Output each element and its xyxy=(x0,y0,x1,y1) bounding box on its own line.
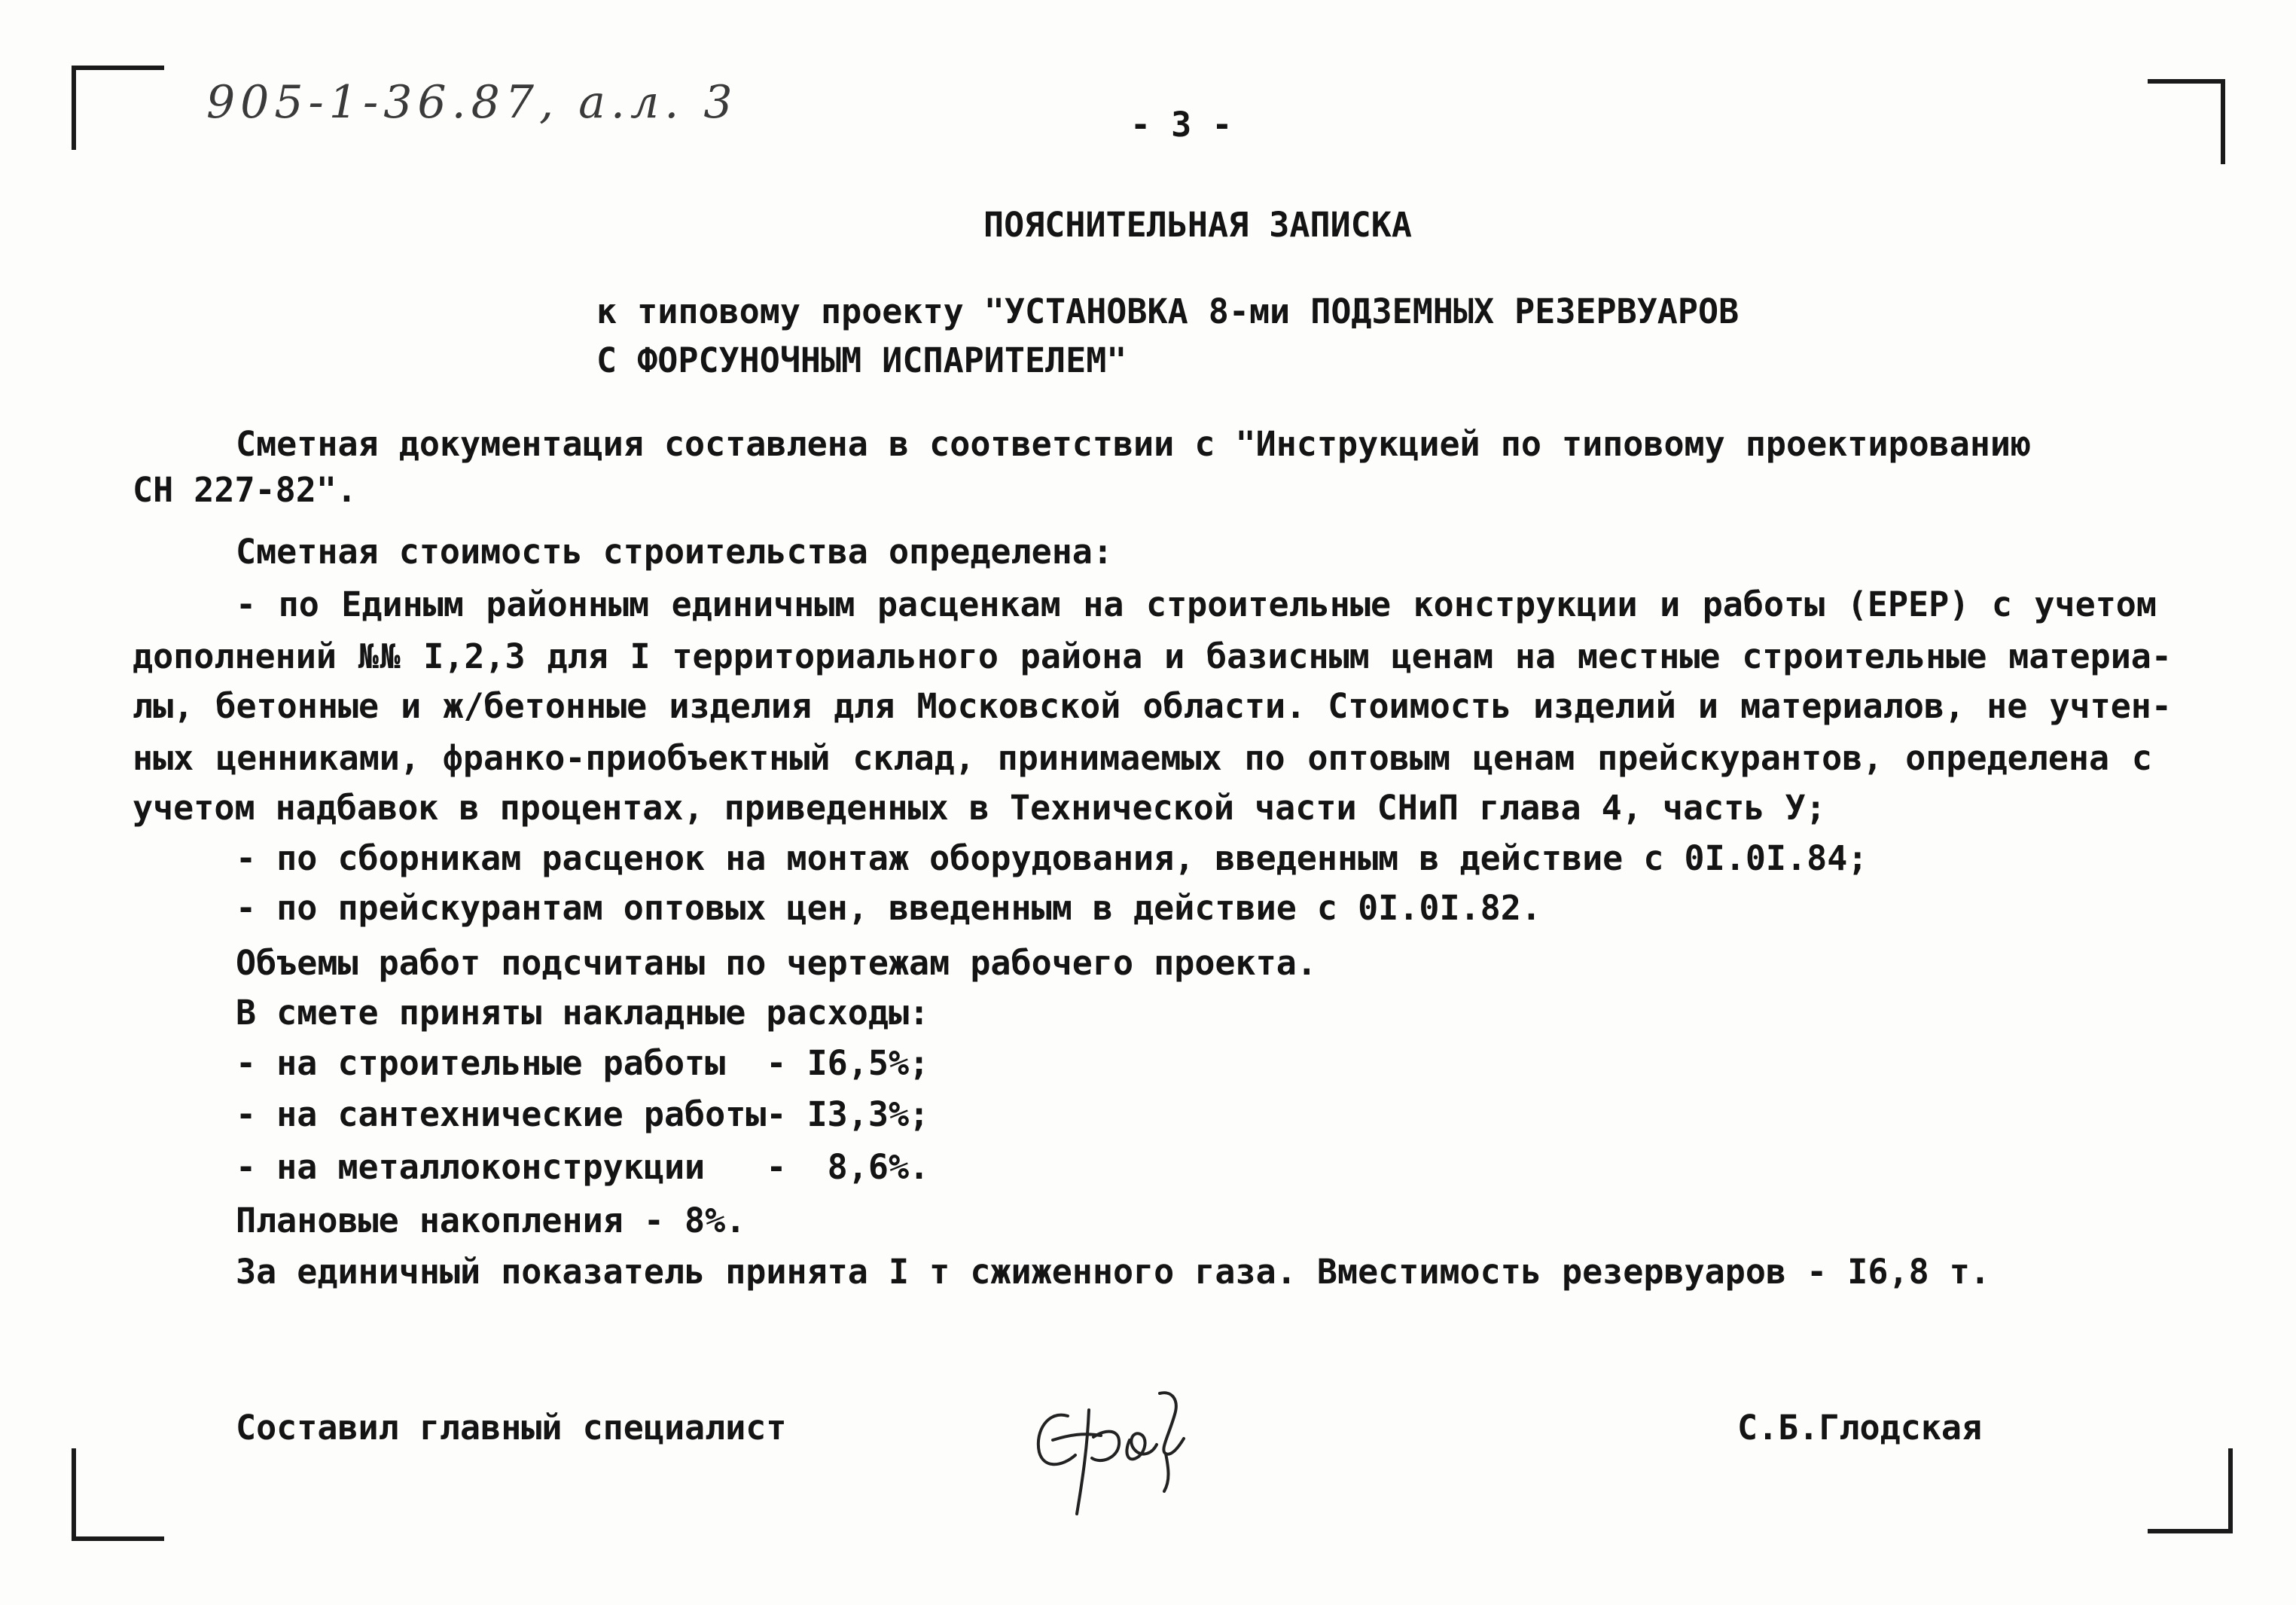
signer-role: Составил главный специалист xyxy=(236,1408,787,1448)
overhead-rate-line: - на сантехнические работы- I3,3%; xyxy=(236,1094,930,1134)
body-line: учетом надбавок в процентах, приведенных в Технической части СНиП глава 4, часть У; xyxy=(133,788,1826,828)
body-line: - по прейскурантам оптовых цен, введенным в действие с 0I.0I.82. xyxy=(236,888,1541,928)
corner-mark-bottom-right xyxy=(2150,1451,2230,1531)
body-line: Плановые накопления - 8%. xyxy=(236,1201,746,1240)
body-line: Сметная стоимость строительства определена: xyxy=(236,532,1113,572)
body-line: За единичный показатель принята I т сжиженного газа. Вместимость резервуаров - I6,8 т. xyxy=(236,1252,1990,1292)
corner-mark-top-right xyxy=(2150,81,2223,162)
corner-mark-bottom-left xyxy=(74,1451,162,1539)
body-line: лы, бетонные и ж/бетонные изделия для Московской области. Стоимость изделий и материалов, не учтен- xyxy=(133,686,2172,726)
body-line: Объемы работ подсчитаны по чертежам рабочего проекта. xyxy=(236,943,1317,983)
signature xyxy=(1038,1393,1184,1514)
overhead-rate-line: - на металлоконструкции - 8,6%. xyxy=(236,1147,930,1187)
subtitle-line: к типовому проекту "УСТАНОВКА 8-ми ПОДЗЕМНЫХ РЕЗЕРВУАРОВ xyxy=(596,291,1740,331)
overhead-rate-line: - на строительные работы - I6,5%; xyxy=(236,1043,930,1083)
body-line: - по сборникам расценок на монтаж оборудования, введенным в действие с 0I.0I.84; xyxy=(236,838,1868,878)
body-line: - по Единым районным единичным расценкам на строительные конструкции и работы (ЕРЕР) с учетом xyxy=(236,584,2157,624)
body-line: СН 227-82". xyxy=(133,470,358,510)
body-line: ных ценниками, франко-приобъектный склад, принимаемых по оптовым ценам прейскурантов, определена с xyxy=(133,738,2152,778)
body-line: В смете приняты накладные расходы: xyxy=(236,993,930,1033)
body-line: Сметная документация составлена в соответствии с "Инструкцией по типовому проектированию xyxy=(236,424,2032,464)
signer-name: С.Б.Глодская xyxy=(1737,1408,1983,1448)
document-heading: ПОЯСНИТЕЛЬНАЯ ЗАПИСКА xyxy=(983,205,1412,245)
page-number: - 3 - xyxy=(1130,105,1233,145)
subtitle-line: С ФОРСУНОЧНЫМ ИСПАРИТЕЛЕМ" xyxy=(596,340,1127,380)
handwritten-document-code: 905-1-36.87, а.л. 3 xyxy=(206,76,738,129)
body-line: дополнений №№ I,2,3 для I территориального района и базисным ценам на местные строительные материа- xyxy=(133,636,2172,676)
corner-mark-top-left xyxy=(74,68,162,148)
